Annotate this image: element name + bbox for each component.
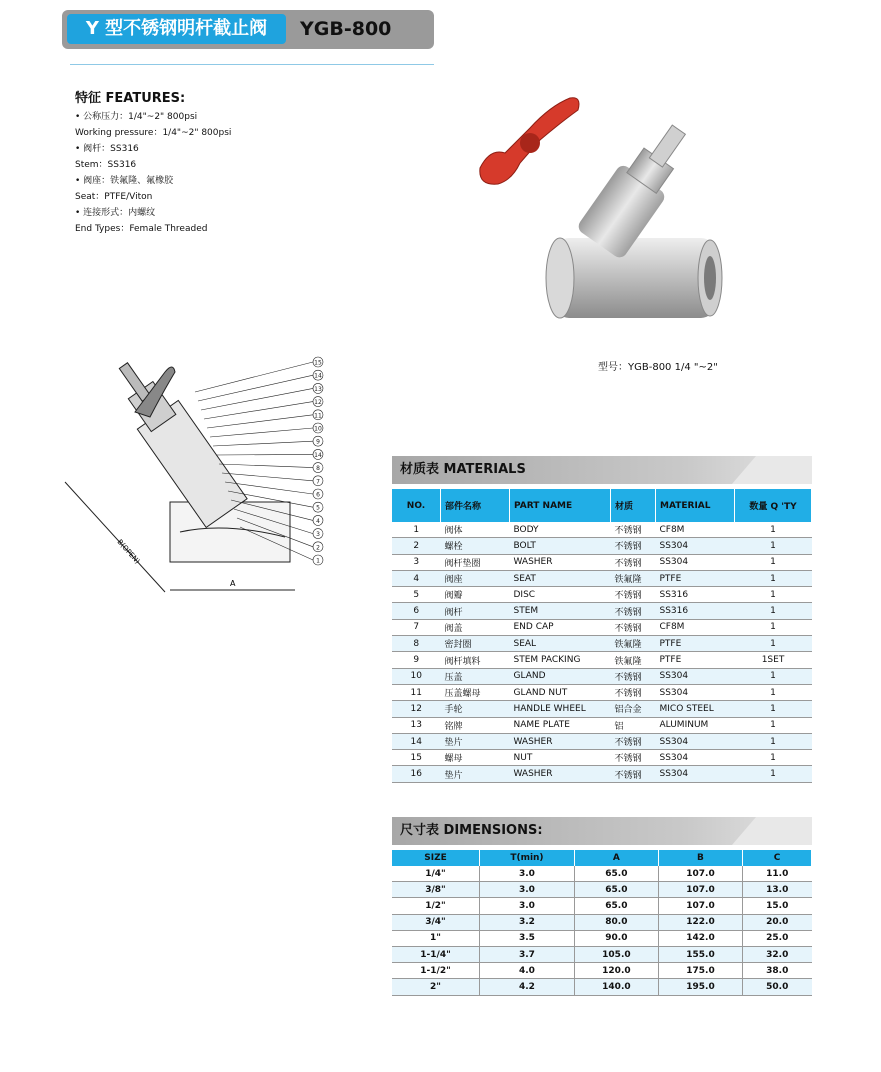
table-cell: 8 — [392, 636, 441, 652]
leader-line — [213, 441, 313, 446]
table-cell: 铝合金 — [611, 701, 656, 717]
callout-number: 8 — [316, 465, 320, 473]
table-cell: ALUMINUM — [656, 717, 735, 733]
table-cell: 2" — [392, 979, 480, 995]
table-cell: 阀杆垫圈 — [441, 554, 510, 570]
table-cell: 20.0 — [743, 914, 812, 930]
table-cell: 不锈钢 — [611, 522, 656, 538]
column-header: PART NAME — [510, 489, 611, 522]
table-cell: BOLT — [510, 538, 611, 554]
leader-line — [216, 454, 313, 455]
table-cell: 铁氟隆 — [611, 570, 656, 586]
table-row — [392, 603, 812, 619]
table-cell: 38.0 — [743, 963, 812, 979]
callout-number: 15 — [314, 359, 322, 367]
table-cell: 12 — [392, 701, 441, 717]
table-row — [392, 684, 812, 700]
table-cell: 80.0 — [574, 914, 658, 930]
column-header: 材质 — [611, 489, 656, 522]
table-cell: 11.0 — [743, 866, 812, 882]
model-number: YGB-800 — [300, 18, 392, 40]
materials-heading: 材质表 MATERIALS — [392, 456, 812, 484]
table-cell: 1 — [735, 587, 812, 603]
table-row — [392, 652, 812, 668]
leader-line — [198, 375, 313, 401]
table-row — [392, 946, 812, 962]
table-cell: END CAP — [510, 619, 611, 635]
leader-line — [201, 388, 313, 410]
table-cell: 65.0 — [574, 898, 658, 914]
column-header: 数量 Q 'TY — [735, 489, 812, 522]
table-cell: MICO STEEL — [656, 701, 735, 717]
table-cell: SS304 — [656, 766, 735, 782]
leader-line — [207, 415, 313, 428]
table-cell: 107.0 — [658, 882, 742, 898]
table-row — [392, 882, 812, 898]
table-cell: 3.0 — [480, 866, 575, 882]
heading-stripe — [732, 817, 812, 845]
table-cell: DISC — [510, 587, 611, 603]
dim-a-label: A — [230, 579, 236, 588]
table-cell: SS304 — [656, 554, 735, 570]
table-cell: STEM PACKING — [510, 652, 611, 668]
table-cell: 垫片 — [441, 766, 510, 782]
leader-line — [222, 473, 313, 481]
table-cell: 6 — [392, 603, 441, 619]
table-cell: 3/4" — [392, 914, 480, 930]
feature-line: Seat：PTFE/Viton — [75, 192, 153, 202]
table-cell: 10 — [392, 668, 441, 684]
handle-wheel — [480, 98, 579, 184]
table-cell: 1 — [735, 701, 812, 717]
table-row — [392, 979, 812, 995]
table-cell: 3.2 — [480, 914, 575, 930]
column-header: 部件名称 — [441, 489, 510, 522]
callout-number: 12 — [314, 399, 322, 407]
table-cell: 2 — [392, 538, 441, 554]
features-title: 特征 FEATURES: — [75, 91, 186, 106]
features-section — [75, 91, 231, 237]
column-header: T(min) — [480, 850, 575, 866]
table-row — [392, 766, 812, 782]
callout-number: 4 — [316, 517, 320, 525]
table-cell: 15 — [392, 750, 441, 766]
table-row — [392, 750, 812, 766]
dimensions-heading: 尺寸表 DIMENSIONS: — [392, 817, 812, 845]
feature-line: End Types：Female Threaded — [75, 224, 208, 234]
table-cell: SS304 — [656, 750, 735, 766]
table-cell: STEM — [510, 603, 611, 619]
table-cell: 1 — [735, 717, 812, 733]
table-cell: 螺母 — [441, 750, 510, 766]
table-cell: 155.0 — [658, 946, 742, 962]
table-cell: 50.0 — [743, 979, 812, 995]
callout-number: 3 — [316, 531, 320, 539]
table-cell: 4.0 — [480, 963, 575, 979]
table-cell: 1 — [735, 619, 812, 635]
table-cell: 垫片 — [441, 733, 510, 749]
table-cell: 不锈钢 — [611, 766, 656, 782]
table-cell: 1 — [735, 636, 812, 652]
table-cell: 4 — [392, 570, 441, 586]
table-cell: 9 — [392, 652, 441, 668]
table-cell: SS304 — [656, 668, 735, 684]
materials-table — [392, 489, 812, 783]
table-cell: 3.5 — [480, 930, 575, 946]
table-cell: 3.0 — [480, 882, 575, 898]
leader-line — [219, 464, 313, 468]
table-cell: 不锈钢 — [611, 733, 656, 749]
table-cell: 120.0 — [574, 963, 658, 979]
table-cell: HANDLE WHEEL — [510, 701, 611, 717]
table-cell: 压盖 — [441, 668, 510, 684]
page-title: Y 型不锈钢明杆截止阀 — [67, 14, 286, 44]
table-cell: 铭牌 — [441, 717, 510, 733]
table-cell: 阀瓣 — [441, 587, 510, 603]
table-cell: 1 — [735, 522, 812, 538]
table-cell: GLAND — [510, 668, 611, 684]
table-cell: 13.0 — [743, 882, 812, 898]
table-cell: SS304 — [656, 684, 735, 700]
table-cell: 铝 — [611, 717, 656, 733]
table-cell: 3/8" — [392, 882, 480, 898]
table-cell: PTFE — [656, 652, 735, 668]
table-cell: 1 — [735, 603, 812, 619]
feature-line: Stem：SS316 — [75, 160, 137, 170]
callout-number: 7 — [316, 478, 320, 486]
table-row — [392, 930, 812, 946]
table-cell: 不锈钢 — [611, 603, 656, 619]
table-cell: 1 — [735, 554, 812, 570]
cross-section-drawing — [55, 352, 345, 602]
table-cell: 16 — [392, 766, 441, 782]
table-cell: SEAL — [510, 636, 611, 652]
dimensions-table — [392, 850, 812, 996]
table-cell: 不锈钢 — [611, 668, 656, 684]
table-row — [392, 914, 812, 930]
leader-line — [195, 362, 313, 392]
column-header: C — [743, 850, 812, 866]
table-row — [392, 636, 812, 652]
table-row — [392, 587, 812, 603]
table-cell: 1 — [735, 668, 812, 684]
callout-number: 11 — [314, 412, 322, 420]
table-row — [392, 963, 812, 979]
heading-stripe — [732, 456, 812, 484]
table-row — [392, 733, 812, 749]
table-cell: 5 — [392, 587, 441, 603]
table-cell: 阀杆 — [441, 603, 510, 619]
table-cell: BODY — [510, 522, 611, 538]
table-cell: 手轮 — [441, 701, 510, 717]
table-cell: 140.0 — [574, 979, 658, 995]
leader-line — [210, 428, 313, 437]
table-cell: 142.0 — [658, 930, 742, 946]
table-cell: 107.0 — [658, 898, 742, 914]
table-row — [392, 554, 812, 570]
callout-number: 6 — [316, 491, 320, 499]
callout-number: 10 — [314, 425, 322, 433]
table-row — [392, 717, 812, 733]
table-cell: WASHER — [510, 766, 611, 782]
table-cell: 105.0 — [574, 946, 658, 962]
table-cell: PTFE — [656, 570, 735, 586]
table-cell: 阀盖 — [441, 619, 510, 635]
table-cell: 122.0 — [658, 914, 742, 930]
table-cell: 压盖螺母 — [441, 684, 510, 700]
table-cell: PTFE — [656, 636, 735, 652]
table-row — [392, 701, 812, 717]
table-cell: 65.0 — [574, 866, 658, 882]
table-cell: 4.2 — [480, 979, 575, 995]
table-cell: 1SET — [735, 652, 812, 668]
table-cell: 阀杆填料 — [441, 652, 510, 668]
callout-number: 2 — [316, 544, 320, 552]
table-cell: 1-1/2" — [392, 963, 480, 979]
table-cell: SEAT — [510, 570, 611, 586]
column-header: NO. — [392, 489, 441, 522]
table-row — [392, 619, 812, 635]
table-cell: 1 — [735, 570, 812, 586]
column-header: A — [574, 850, 658, 866]
table-cell: 13 — [392, 717, 441, 733]
table-cell: 65.0 — [574, 882, 658, 898]
table-cell: NUT — [510, 750, 611, 766]
table-row — [392, 522, 812, 538]
table-cell: 不锈钢 — [611, 619, 656, 635]
feature-line: • 阀杆：SS316 — [75, 144, 139, 154]
table-cell: 铁氟隆 — [611, 652, 656, 668]
table-cell: 1-1/4" — [392, 946, 480, 962]
table-cell: 3.7 — [480, 946, 575, 962]
table-cell: 阀体 — [441, 522, 510, 538]
table-cell: CF8M — [656, 619, 735, 635]
header-divider — [70, 64, 434, 65]
table-cell: 不锈钢 — [611, 538, 656, 554]
table-cell: NAME PLATE — [510, 717, 611, 733]
table-cell: 3 — [392, 554, 441, 570]
table-cell: 1 — [735, 750, 812, 766]
table-cell: 1 — [392, 522, 441, 538]
valve-body — [555, 238, 715, 318]
table-cell: WASHER — [510, 554, 611, 570]
table-cell: GLAND NUT — [510, 684, 611, 700]
table-row — [392, 570, 812, 586]
table-cell: 15.0 — [743, 898, 812, 914]
table-cell: 阀座 — [441, 570, 510, 586]
table-cell: 1 — [735, 733, 812, 749]
table-cell: SS304 — [656, 733, 735, 749]
leader-line — [204, 402, 313, 419]
table-cell: 1 — [735, 538, 812, 554]
feature-line: • 连接形式：内螺纹 — [75, 208, 156, 218]
table-cell: 1" — [392, 930, 480, 946]
valve-photo — [460, 88, 730, 343]
table-cell: 14 — [392, 733, 441, 749]
column-header: SIZE — [392, 850, 480, 866]
feature-line: Working pressure：1/4"~2" 800psi — [75, 128, 232, 138]
table-row — [392, 866, 812, 882]
table-cell: 32.0 — [743, 946, 812, 962]
table-cell: 3.0 — [480, 898, 575, 914]
table-cell: 175.0 — [658, 963, 742, 979]
table-cell: 1 — [735, 766, 812, 782]
table-cell: WASHER — [510, 733, 611, 749]
table-row — [392, 898, 812, 914]
callout-number: 14 — [314, 372, 322, 380]
table-cell: 1/2" — [392, 898, 480, 914]
table-cell: SS316 — [656, 603, 735, 619]
table-cell: 195.0 — [658, 979, 742, 995]
table-cell: 1/4" — [392, 866, 480, 882]
table-cell: CF8M — [656, 522, 735, 538]
feature-line: • 阀座：铁氟隆、氟橡胶 — [75, 176, 174, 186]
callout-number: 14 — [314, 451, 322, 459]
table-cell: 25.0 — [743, 930, 812, 946]
callout-number: 9 — [316, 438, 320, 446]
column-header: MATERIAL — [656, 489, 735, 522]
callout-number: 13 — [314, 385, 322, 393]
table-cell: SS316 — [656, 587, 735, 603]
table-cell: 90.0 — [574, 930, 658, 946]
table-cell: 107.0 — [658, 866, 742, 882]
table-cell: 不锈钢 — [611, 554, 656, 570]
table-cell: SS304 — [656, 538, 735, 554]
callout-number: 5 — [316, 504, 320, 512]
table-row — [392, 538, 812, 554]
table-cell: 不锈钢 — [611, 587, 656, 603]
dim-b-label: B(OPEN) — [115, 537, 142, 566]
column-header: B — [658, 850, 742, 866]
feature-line: • 公称压力：1/4"~2" 800psi — [75, 112, 198, 122]
table-cell: 11 — [392, 684, 441, 700]
table-cell: 不锈钢 — [611, 750, 656, 766]
table-cell: 7 — [392, 619, 441, 635]
table-cell: 密封圈 — [441, 636, 510, 652]
table-cell: 螺栓 — [441, 538, 510, 554]
callout-number: 1 — [316, 557, 320, 565]
table-cell: 不锈钢 — [611, 684, 656, 700]
table-cell: 1 — [735, 684, 812, 700]
table-row — [392, 668, 812, 684]
table-cell: 铁氟隆 — [611, 636, 656, 652]
photo-caption: 型号：YGB-800 1/4 "~2" — [598, 362, 718, 373]
